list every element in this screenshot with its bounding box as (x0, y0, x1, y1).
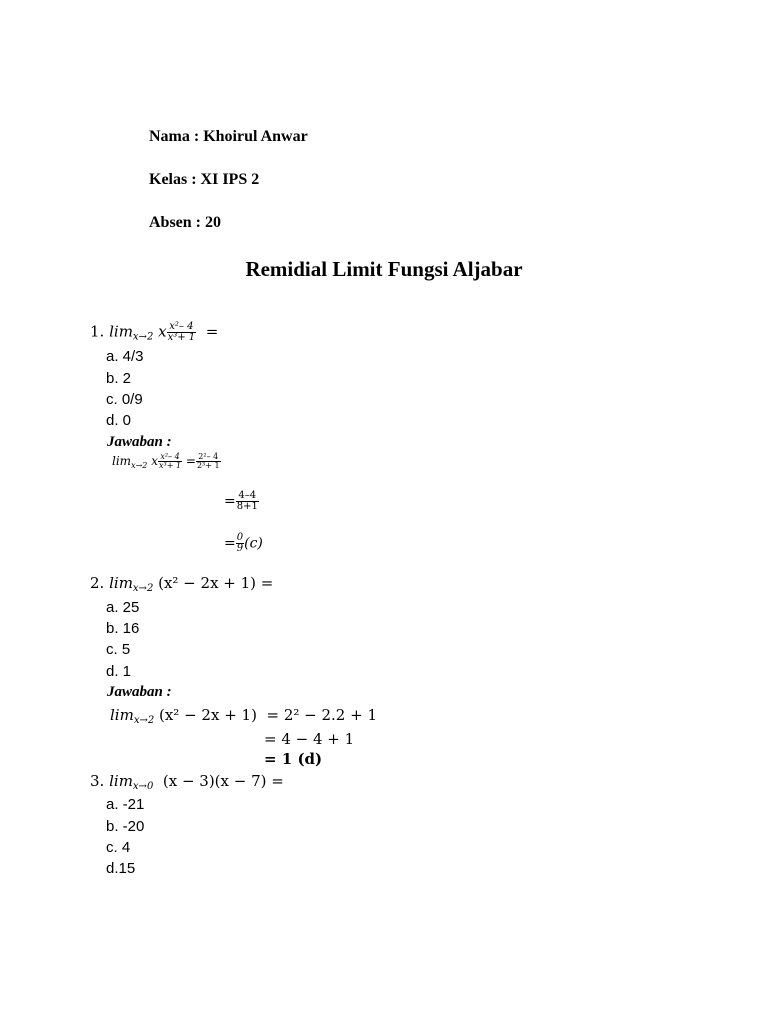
q3-option-b: b. -20 (106, 818, 145, 835)
q2-answer-step-3: = 1 (d) (264, 750, 323, 768)
q1-answer-step-1 (112, 453, 221, 470)
fraction-numerator: x²– 4 (158, 453, 182, 462)
q2-answer-step-2: = 4 − 4 + 1 (264, 730, 355, 748)
variable: x (158, 322, 167, 341)
q1-jawaban-label: Jawaban : (107, 434, 172, 450)
fraction-numerator: 0 (236, 532, 244, 543)
lim-subscript: x→2 (133, 715, 155, 726)
lim-symbol: lim (109, 574, 133, 592)
fraction (236, 533, 244, 554)
q1-option-c: c. 0/9 (106, 391, 143, 408)
q2-jawaban-label: Jawaban : (107, 684, 172, 700)
q2-option-c: c. 5 (106, 641, 131, 658)
question-2 (90, 574, 273, 594)
fraction-numerator: x²– 4 (167, 322, 197, 333)
q1-option-a: a. 4/3 (106, 348, 144, 365)
fraction-denominator: 2³+ 1 (196, 461, 220, 470)
equals-sign: = (185, 454, 196, 468)
equals-sign: = (205, 322, 219, 341)
q2-option-d: d. 1 (106, 663, 132, 680)
question-number: 3. (90, 772, 105, 790)
student-name: Nama : Khoirul Anwar (149, 128, 308, 145)
fraction-denominator: 9 (236, 543, 244, 554)
q2-option-b: b. 16 (106, 620, 140, 637)
q2-answer-step-1 (110, 706, 377, 726)
variable: x (151, 454, 158, 468)
question-1 (90, 322, 218, 343)
fraction-denominator: 8+1 (236, 501, 258, 512)
question-number: 1. (90, 322, 105, 341)
expression: (x² − 2x + 1) (159, 706, 257, 724)
lim-symbol: lim (112, 454, 132, 468)
q3-option-a: a. -21 (106, 796, 145, 813)
fraction (196, 453, 221, 470)
question-3 (90, 772, 284, 792)
equals-sign: = (224, 535, 236, 552)
answer-choice: (c) (244, 535, 263, 552)
fraction-denominator: x³+ 1 (158, 461, 182, 470)
q1-answer-step-2 (224, 491, 259, 512)
q1-answer-step-3 (224, 533, 263, 554)
question-number: 2. (90, 574, 105, 592)
answer-step: = 2² − 2.2 + 1 (266, 706, 377, 724)
lim-symbol: lim (109, 322, 133, 341)
fraction (167, 322, 197, 343)
student-class: Kelas : XI IPS 2 (149, 171, 260, 188)
expression: (x² − 2x + 1) = (158, 574, 274, 592)
q3-option-c: c. 4 (106, 839, 131, 856)
lim-subscript: x→2 (132, 583, 154, 594)
fraction-denominator: x³+ 1 (167, 332, 196, 343)
lim-subscript: x→2 (131, 461, 148, 470)
fraction-numerator: 4–4 (236, 491, 259, 502)
lim-subscript: x→0 (132, 781, 154, 792)
lim-symbol: lim (109, 772, 133, 790)
q1-option-d: d. 0 (106, 412, 132, 429)
equals-sign: = (224, 493, 236, 510)
q3-option-d: d.15 (106, 860, 136, 877)
student-absen: Absen : 20 (149, 214, 222, 231)
page-title: Remidial Limit Fungsi Aljabar (245, 257, 523, 281)
expression: (x − 3)(x − 7) = (162, 772, 284, 790)
q1-option-b: b. 2 (106, 370, 132, 387)
fraction-numerator: 2²– 4 (196, 453, 221, 462)
lim-subscript: x→2 (132, 331, 154, 343)
lim-symbol: lim (110, 706, 134, 724)
fraction (236, 491, 259, 512)
q2-option-a: a. 25 (106, 599, 140, 616)
fraction (158, 453, 182, 470)
